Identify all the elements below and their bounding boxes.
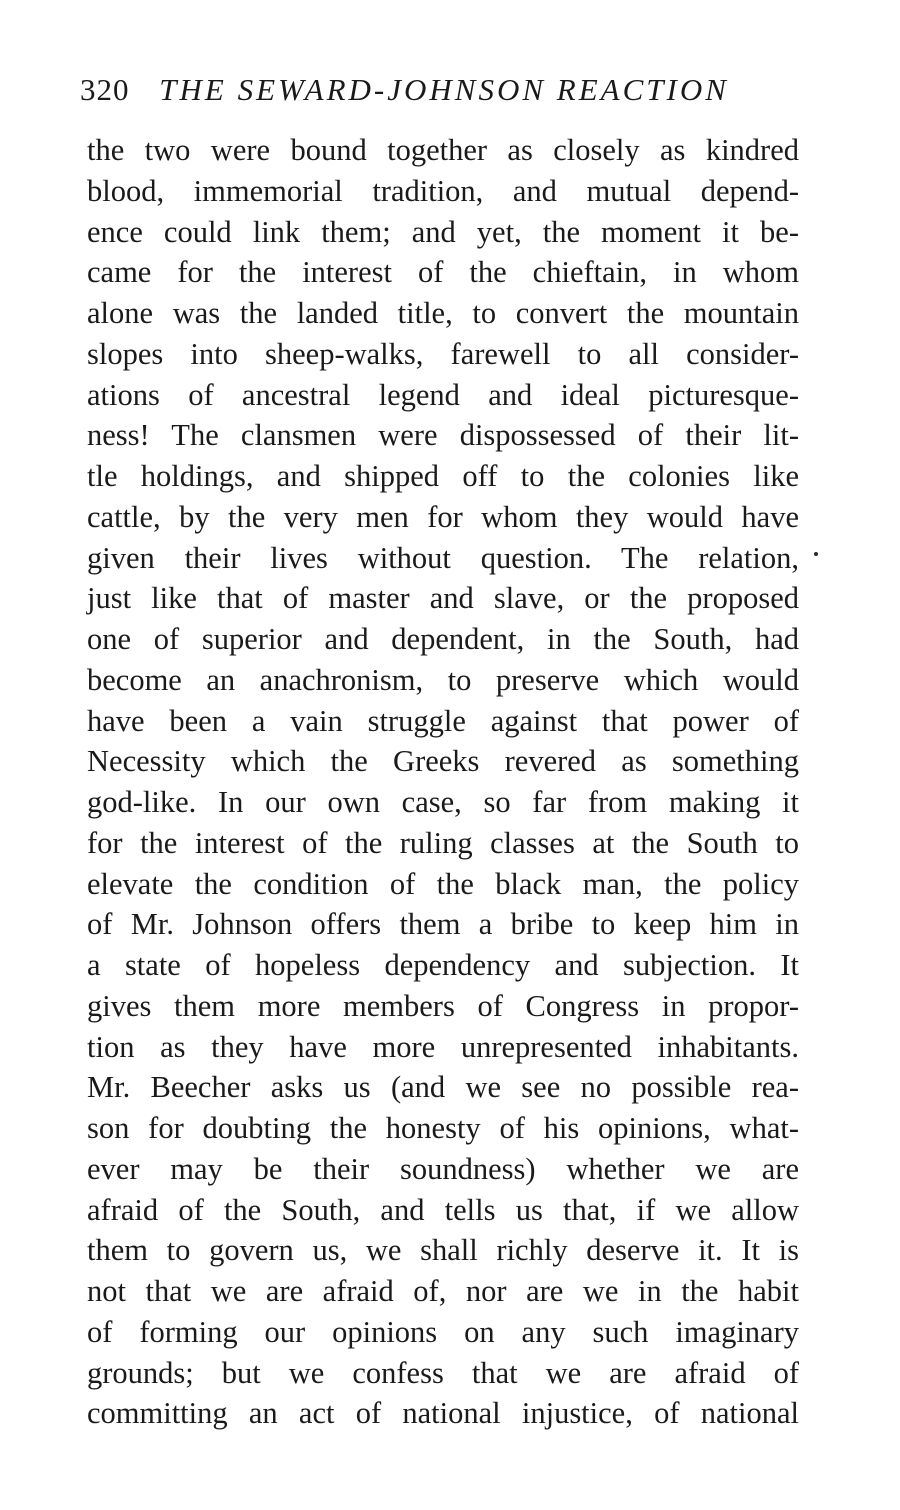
- text-line: son for doubting the honesty of his opinions, what-: [87, 1111, 799, 1145]
- text-line: ence could link them; and yet, the moment it be-: [87, 214, 799, 249]
- text-line: ever may be their soundness) whether we are: [87, 1151, 799, 1186]
- text-line: for the interest of the ruling classes at the South to: [87, 825, 799, 860]
- text-line: just like that of master and slave, or the proposed: [87, 581, 799, 616]
- text-line: elevate the condition of the black man, the policy: [87, 866, 799, 901]
- text-line: them to govern us, we shall richly deserve it. It is: [87, 1233, 799, 1268]
- running-title: THE SEWARD-JOHNSON REACTION: [159, 72, 729, 107]
- ink-speck: [814, 552, 818, 556]
- text-line: ations of ancestral legend and ideal picturesque-: [87, 377, 799, 412]
- text-line: become an anachronism, to preserve which would: [87, 662, 799, 697]
- text-line: slopes into sheep-walks, farewell to all consider-: [87, 336, 799, 371]
- text-line: tle holdings, and shipped off to the colonies like: [87, 459, 799, 493]
- text-line: grounds; but we confess that we are afraid of: [87, 1355, 799, 1390]
- text-line: alone was the landed title, to convert the mountain: [87, 296, 799, 330]
- text-line: Necessity which the Greeks revered as something: [87, 744, 799, 779]
- text-line: came for the interest of the chieftain, in whom: [87, 255, 799, 290]
- text-line: blood, immemorial tradition, and mutual depend-: [87, 173, 799, 208]
- text-line: cattle, by the very men for whom they would have: [87, 499, 799, 534]
- text-line: afraid of the South, and tells us that, if we allow: [87, 1192, 799, 1227]
- text-line: committing an act of national injustice, of national: [87, 1396, 799, 1431]
- text-line: one of superior and dependent, in the South, had: [87, 622, 799, 656]
- body-text: [87, 130, 799, 1434]
- text-line: given their lives without question. The relation,: [87, 540, 799, 575]
- text-line: of Mr. Johnson offers them a bribe to keep him in: [87, 907, 799, 942]
- text-line: not that we are afraid of, nor are we in the habit: [87, 1274, 799, 1308]
- text-line: gives them more members of Congress in propor-: [87, 988, 799, 1023]
- text-line: a state of hopeless dependency and subjection. It: [87, 948, 799, 982]
- text-line: ness! The clansmen were dispossessed of their lit-: [87, 418, 799, 453]
- text-line: Mr. Beecher asks us (and we see no possible rea-: [87, 1070, 799, 1105]
- text-line: the two were bound together as closely as kindred: [87, 133, 799, 167]
- page-number: 320: [80, 72, 130, 107]
- text-line: tion as they have more unrepresented inhabitants.: [87, 1029, 799, 1064]
- text-line: of forming our opinions on any such imaginary: [87, 1314, 799, 1349]
- running-header: [80, 68, 820, 112]
- text-line: have been a vain struggle against that power of: [87, 703, 799, 738]
- text-line: god-like. In our own case, so far from making it: [87, 785, 799, 819]
